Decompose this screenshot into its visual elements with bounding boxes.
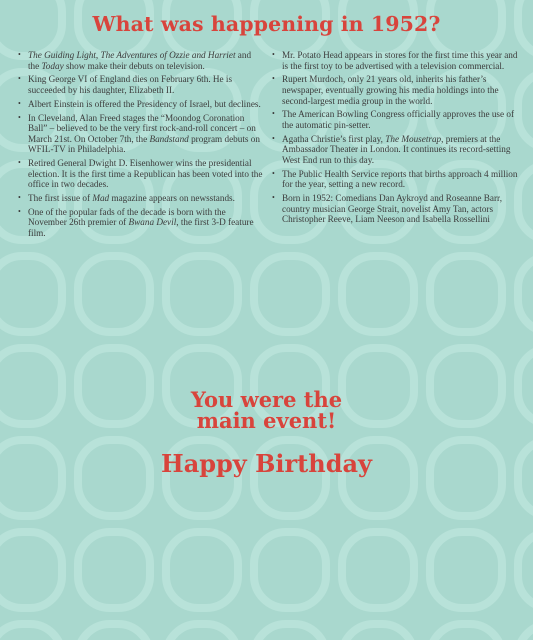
event-line-2: main event! bbox=[196, 408, 337, 433]
happy-birthday-heading: Happy Birthday bbox=[161, 449, 372, 478]
event-text: , bbox=[95, 50, 101, 60]
event-text: In Cleveland, Alan Freed stages the “Moondog Coronation Ball” – believed to be the very first rock-and-roll concert – on March 21st. On October 7th, the bbox=[28, 112, 256, 144]
bullet-icon: • bbox=[272, 193, 275, 203]
event-text: , the first 3-D feature film. bbox=[28, 217, 254, 239]
event-item bbox=[18, 113, 263, 155]
bullet-icon: • bbox=[18, 193, 21, 203]
event-text: The first issue of bbox=[28, 193, 93, 204]
bullet-icon: • bbox=[18, 74, 21, 84]
bullet-icon: • bbox=[272, 133, 275, 143]
event-title-text: The Guiding Light bbox=[28, 50, 96, 60]
bullet-icon: • bbox=[18, 112, 21, 122]
events-list-left bbox=[18, 50, 263, 242]
bullet-icon: • bbox=[272, 168, 275, 178]
event-item bbox=[272, 74, 520, 106]
main-event-message bbox=[0, 389, 533, 431]
events-list-right bbox=[272, 50, 520, 228]
bullet-icon: • bbox=[272, 109, 275, 119]
event-text: program debuts on WFIL-TV in Philadelphia. bbox=[28, 133, 260, 155]
event-item bbox=[18, 193, 263, 204]
event-text: Retired General Dwight D. Eisenhower wins the presidential election. It is the first time a Republican has been voted into the office in two decades. bbox=[28, 158, 263, 190]
bullet-icon: • bbox=[272, 50, 275, 59]
event-line-1: You were the bbox=[190, 387, 343, 412]
page-title: What was happening in 1952? bbox=[92, 12, 441, 36]
event-text: Albert Einstein is offered the Presidency of Israel, but declines. bbox=[28, 98, 261, 109]
event-title-text: Bandstand bbox=[149, 133, 189, 144]
bullet-icon: • bbox=[272, 74, 275, 84]
event-text: Agatha Christie’s first play, bbox=[282, 133, 386, 144]
event-item bbox=[272, 109, 520, 130]
event-item bbox=[18, 50, 263, 71]
event-title-text: The Mousetrap bbox=[385, 133, 442, 144]
event-text: Mr. Potato Head appears in stores for the first time this year and is the first toy to be advertised with a television commercial. bbox=[282, 50, 518, 71]
event-text: , premiers at the Ambassador Theater in London. It continues its record-setting West End run to this day. bbox=[282, 133, 511, 165]
bullet-icon: • bbox=[18, 98, 21, 108]
event-text: and the bbox=[28, 50, 252, 71]
event-text: show make their debuts on television. bbox=[63, 60, 205, 71]
event-text: The Public Health Service reports that births approach 4 million for the year, setting a new record. bbox=[282, 168, 518, 190]
event-title-text: Bwana Devil bbox=[128, 217, 177, 228]
event-item bbox=[272, 50, 520, 71]
event-item bbox=[272, 134, 520, 166]
event-item bbox=[18, 99, 263, 110]
event-title-text: Today bbox=[41, 60, 64, 71]
event-text: One of the popular fads of the decade is born with the November 26th premier of bbox=[28, 206, 226, 228]
event-text: Rupert Murdoch, only 21 years old, inherits his father’s newspaper, eventually growing his media holdings into the second-largest media group in the world. bbox=[282, 74, 499, 106]
event-text: Born in 1952: Comedians Dan Aykroyd and Roseanne Barr, country musician George Strait, novelist Amy Tan, actors Christopher Reeve, Liam Neeson and Isabella Rossellini bbox=[282, 193, 503, 225]
bullet-icon: • bbox=[18, 158, 21, 168]
event-item bbox=[18, 158, 263, 190]
event-text: magazine appears on newsstands. bbox=[109, 193, 235, 204]
event-item bbox=[18, 74, 263, 95]
event-title-text: Mad bbox=[92, 193, 110, 204]
event-title-text: The Adventures of Ozzie and Harriet bbox=[100, 50, 236, 60]
event-item bbox=[272, 193, 520, 225]
event-text: The American Bowling Congress officially approves the use of the automatic pin-setter. bbox=[282, 109, 515, 130]
bullet-icon: • bbox=[18, 206, 21, 216]
event-text: King George VI of England dies on February 6th. He is succeeded by his daughter, Elizabeth II. bbox=[28, 74, 233, 95]
bullet-icon: • bbox=[18, 50, 21, 59]
event-item bbox=[272, 169, 520, 190]
event-item bbox=[18, 207, 263, 239]
